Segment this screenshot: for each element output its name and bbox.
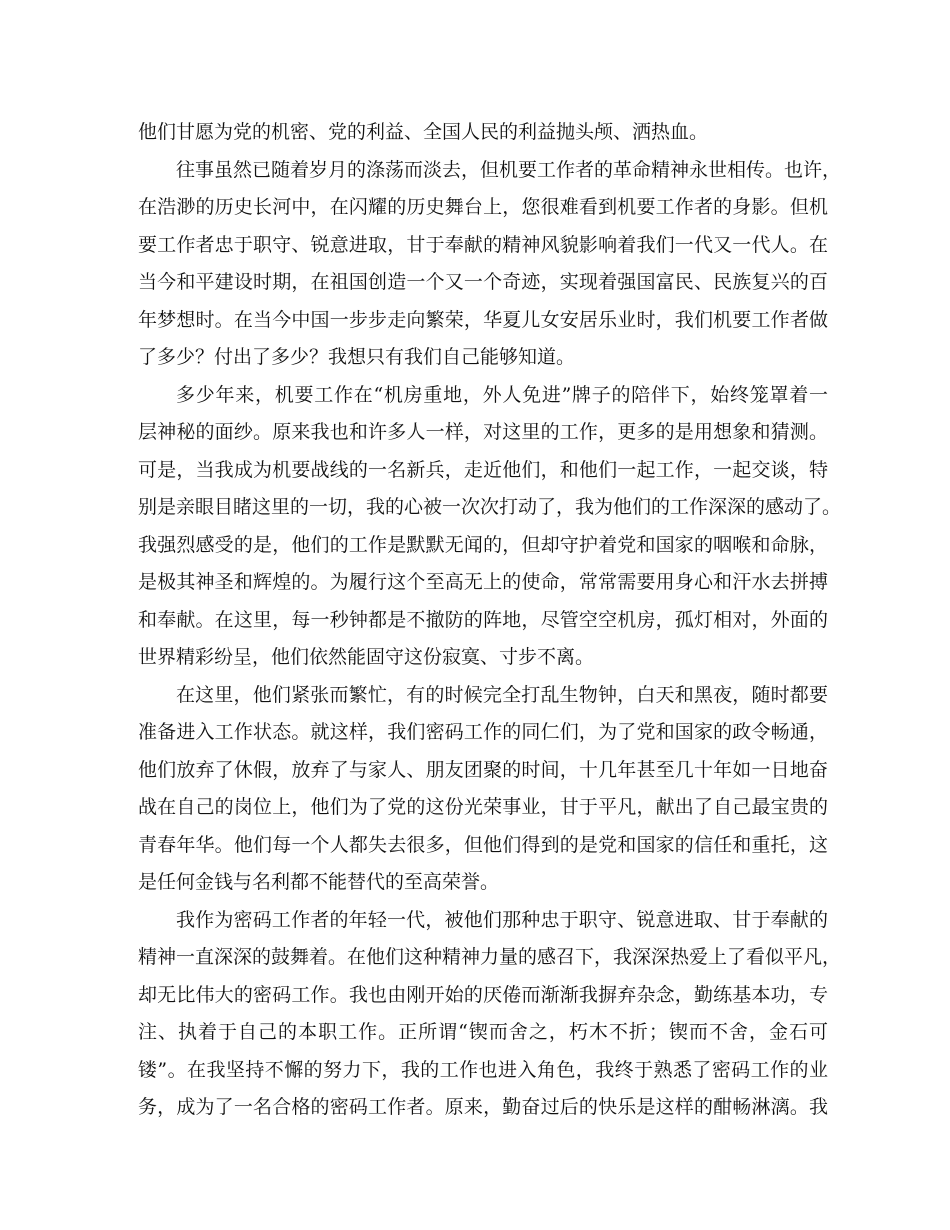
text-line: 往事虽然已随着岁月的涤荡而淡去，但机要工作者的革命精神永世相传。也许， [176,158,842,181]
text-line: 在浩渺的历史长河中，在闪耀的历史舞台上，您很难看到机要工作者的身影。但机 [138,196,828,218]
text-line: 他们放弃了休假，放弃了与家人、朋友团聚的时间，十几年甚至几十年如一日地奋 [138,758,828,781]
text-line: 我强烈感受的是，他们的工作是默默无闻的，但却守护着党和国家的咽喉和命脉， [138,533,828,556]
text-line: 注、执着于自己的本职工作。正所谓“锲而舍之，朽木不折；锲而不舍，金石可 [138,1021,828,1043]
paragraph [138,902,842,1127]
text-line: 和奉献。在这里，每一秒钟都是不撤防的阵地，尽管空空机房，孤灯相对，外面的 [138,608,828,631]
text-line: 镂”。在我坚持不懈的努力下，我的工作也进入角色，我终于熟悉了密码工作的业 [138,1058,828,1081]
text-line: 我作为密码工作者的年轻一代，被他们那种忠于职守、锐意进取、甘于奉献的 [176,908,828,931]
text-line: 却无比伟大的密码工作。我也由刚开始的厌倦而渐渐我摒弃杂念，勤练基本功，专 [138,983,828,1006]
text-line: 要工作者忠于职守、锐意进取，甘于奉献的精神风貌影响着我们一代又一代人。在 [138,233,828,256]
text-line: 是任何金钱与名利都不能替代的至高荣誉。 [138,871,500,893]
text-line: 可是，当我成为机要战线的一名新兵，走近他们，和他们一起工作，一起交谈，特 [138,458,828,481]
text-line: 战在自己的岗位上，他们为了党的这份光荣事业，甘于平凡，献出了自己最宝贵的 [138,796,828,818]
text-line: 精神一直深深的鼓舞着。在他们这种精神力量的感召下，我深深热爱上了看似平凡， [138,946,842,968]
text-line: 他们甘愿为党的机密、党的利益、全国人民的利益抛头颅、洒热血。 [138,121,709,143]
text-line: 了多少？付出了多少？我想只有我们自己能够知道。 [138,346,576,368]
paragraph [138,114,828,152]
text-line: 是极其神圣和辉煌的。为履行这个至高无上的使命，常常需要用身心和汗水去拼搏 [138,571,828,593]
paragraph [138,152,842,377]
text-line: 准备进入工作状态。就这样，我们密码工作的同仁们，为了党和国家的政令畅通， [138,721,828,743]
text-line: 在这里，他们紧张而繁忙，有的时候完全打乱生物钟，白天和黑夜，随时都要 [176,683,828,706]
text-line: 当今和平建设时期，在祖国创造一个又一个奇迹，实现着强国富民、民族复兴的百 [138,271,828,293]
text-line: 层神秘的面纱。原来我也和许多人一样，对这里的工作，更多的是用想象和猜测。 [138,421,828,443]
paragraph [138,677,828,902]
text-line: 青春年华。他们每一个人都失去很多，但他们得到的是党和国家的信任和重托，这 [138,833,828,856]
text-line: 世界精彩纷呈，他们依然能固守这份寂寞、寸步不离。 [138,646,595,668]
text-line: 多少年来，机要工作在“机房重地，外人免进”牌子的陪伴下，始终笼罩着一 [176,383,828,406]
paragraph [138,377,842,677]
text-line: 务，成为了一名合格的密码工作者。原来，勤奋过后的快乐是这样的酣畅淋漓。我 [138,1096,828,1118]
text-line: 别是亲眼目睹这里的一切，我的心被一次次打动了，我为他们的工作深深的感动了。 [138,496,842,518]
text-line: 年梦想时。在当今中国一步步走向繁荣，华夏儿女安居乐业时，我们机要工作者做 [138,308,828,331]
body-text [138,114,842,1127]
